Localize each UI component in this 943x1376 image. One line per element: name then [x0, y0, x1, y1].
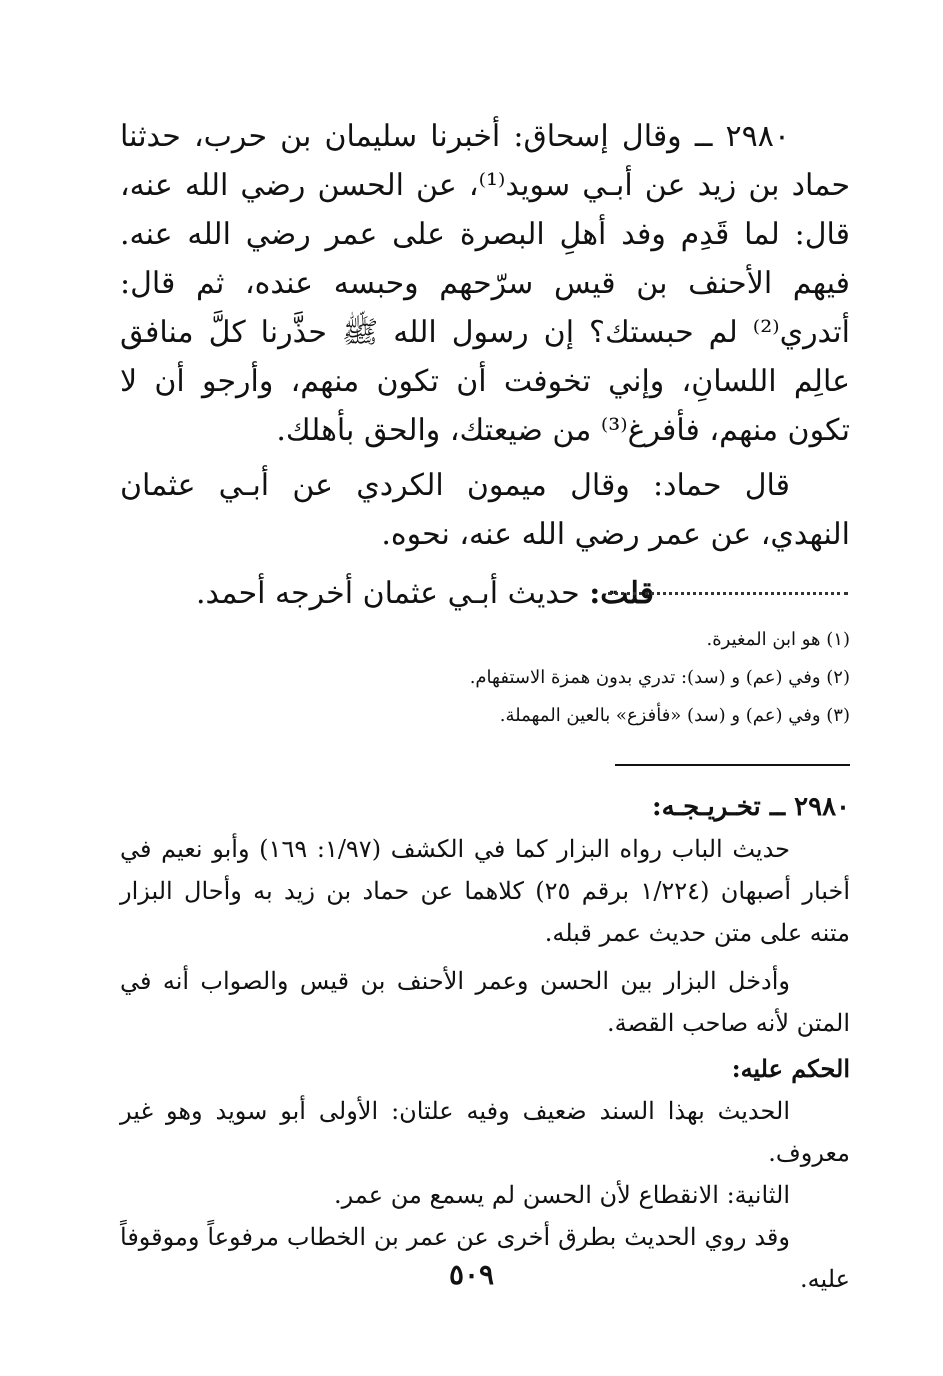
verdict-label: قلت:	[589, 576, 655, 611]
hadith-paragraph-main: ٢٩٨٠ ــ وقال إسحاق: أخبرنا سليمان بن حرب، حدثنا حماد بن زيد عن أبـي سويد⁽¹⁾، عن الحسن رضي الله عنه، قال: لما قَدِم وفد أهلِ البصرة على عمر رضي الله عنه. فيهم الأحنف بن قيس سرّحهم وحبسه عنده، ثم قال: أتدري⁽²⁾ لم حبستك؟ إن رسول الله ﷺ حذَّرنا كلَّ منافق عالِم اللسانِ، وإني تخوفت أن تكون منهم، وأرجو أن لا تكون منهم، فأفرغ⁽³⁾ من ضيعتك، والحق بأهلك.	[120, 119, 850, 448]
section-divider	[615, 764, 850, 766]
hadith-paragraph-hammad: قال حماد: وقال ميمون الكردي عن أبـي عثمان النهدي، عن عمر رضي الله عنه، نحوه.	[120, 468, 850, 552]
footnotes	[200, 626, 850, 740]
takhrij-section	[120, 786, 850, 1300]
hukm-line: الثانية: الانقطاع لأن الحسن لم يسمع من عمر.	[334, 1181, 790, 1209]
page-number: ٥٠٩	[448, 1258, 495, 1291]
verdict-text: حديث أبـي عثمان أخرجه أحمد.	[195, 576, 590, 611]
takhrij-heading: ٢٩٨٠ ــ تخـريـجـه:	[652, 792, 850, 822]
footnote-item: (٣) وفي (عم) و (سد) «فأفزع» بالعين المهملة.	[499, 705, 850, 726]
footnote-item: (١) هو ابن المغيرة.	[706, 629, 850, 650]
hadith-body	[120, 112, 850, 618]
hukm-line: وقد روي الحديث بطرق أخرى عن عمر بن الخطاب مرفوعاً وموقوفاً عليه.	[120, 1223, 850, 1293]
hukm-line: الحديث بهذا السند ضعيف وفيه علتان: الأولى أبو سويد وهو غير معروف.	[120, 1097, 850, 1167]
footnote-item: (٢) وفي (عم) و (سد): تدري بدون همزة الاستفهام.	[469, 667, 850, 688]
takhrij-paragraph: حديث الباب رواه البزار كما في الكشف (١/٩٧: ١٦٩) وأبو نعيم في أخبار أصبهان (١/٢٢٤ برقم ٢٥) كلاهما عن حماد بن زيد به وأحال البزار متنه على متن حديث عمر قبله.	[120, 835, 850, 947]
takhrij-paragraph: وأدخل البزار بين الحسن وعمر الأحنف بن قيس والصواب أنه في المتن لأنه صاحب القصة.	[120, 967, 850, 1037]
hukm-heading: الحكم عليه:	[731, 1054, 850, 1083]
footnote-dotted-separator	[608, 592, 848, 615]
